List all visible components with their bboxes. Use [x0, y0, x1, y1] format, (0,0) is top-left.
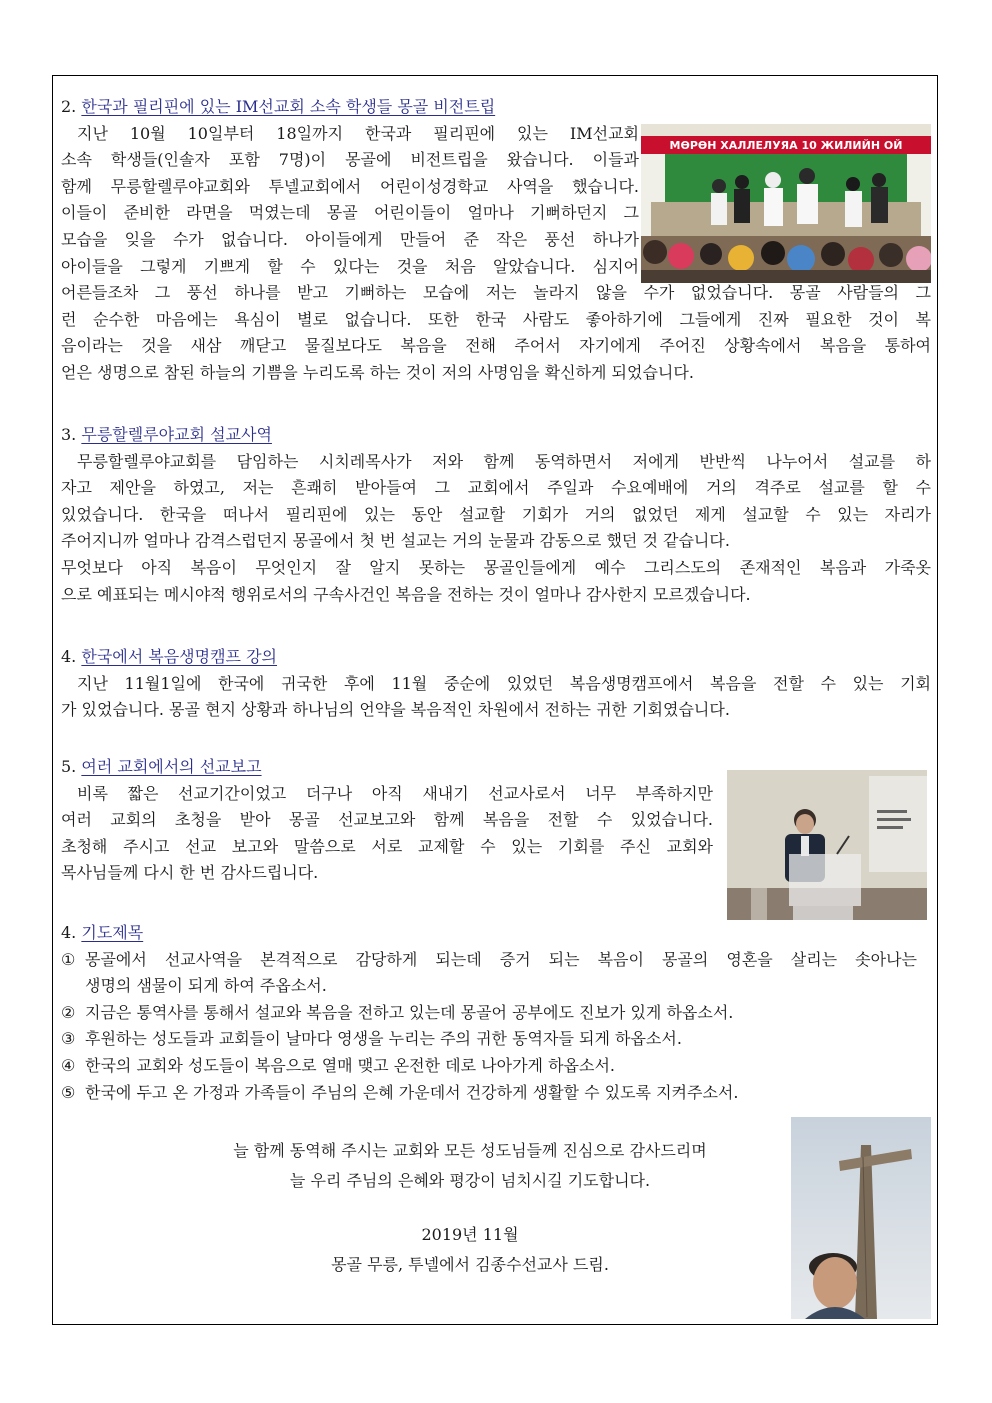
- paragraph-line: 가 있었습니다. 몽골 현지 상황과 하나님의 언약을 복음적인 차원에서 전하는 귀한 기회였습니다.: [61, 700, 730, 720]
- paragraph-line: 얻은 생명으로 참된 하늘의 기쁨을 누리도록 하는 것이 저의 사명임을 확신하게 되었습니다.: [61, 362, 694, 382]
- prayer-item: [61, 1053, 931, 1080]
- paragraph-line: 있었습니다. 한국을 떠나서 필리핀에 있는 동안 설교할 기회가 거의 없었던 제게 설교할 수 있는 자리가: [61, 504, 931, 524]
- prayer-item-number: ③: [61, 1029, 76, 1049]
- prayer-item-text: 한국의 교회와 성도들이 복음으로 열매 맺고 온전한 데로 나아가게 하옵소서.: [85, 1055, 615, 1075]
- section-number: 3.: [61, 425, 77, 444]
- closing-line: 늘 함께 동역해 주시는 교회와 모든 성도님들께 진심으로 감사드리며: [233, 1141, 707, 1160]
- paragraph-line: 런 순수한 마음에는 욕심이 별로 없습니다. 또한 한국 사람도 좋아하기에 그들에게 진짜 필요한 것이 복: [61, 309, 931, 329]
- letter-date: 2019년 11월: [421, 1225, 519, 1244]
- prayer-item-text: 한국에 두고 온 가정과 가족들이 주님의 은혜 가운데서 건강하게 생활할 수 있도록 지켜주소서.: [85, 1082, 739, 1102]
- stage-banner-text: МӨРӨН ХАЛЛЕЛУЯА 10 ЖИЛИЙН ОЙ: [669, 139, 903, 152]
- section-title: 한국에서 복음생명캠프 강의: [81, 647, 278, 666]
- prayer-item-text: 지금은 통역사를 통해서 설교와 복음을 전하고 있는데 몽골어 공부에도 진보가 있게 하옵소서.: [85, 1002, 734, 1022]
- closing-message: [150, 1136, 790, 1196]
- paragraph-line: 음이라는 것을 새삼 깨닫고 물질보다도 복음을 전해 주어서 자기에게 주어진 상황속에서 복음을 통하여: [61, 336, 931, 356]
- paragraph-line: 자고 제안을 하였고, 저는 흔쾌히 받아들여 그 교회에서 주일과 수요예배에 거의 격주로 설교를 할 수: [61, 478, 931, 498]
- section-title: 여러 교회에서의 선교보고: [81, 757, 262, 776]
- section-number: 4.: [61, 647, 77, 666]
- paragraph-line: 지난 10월 10일부터 18일까지 한국과 필리핀에 있는 IM선교회: [77, 123, 639, 143]
- section-gospel-camp: [61, 644, 931, 724]
- paragraph-line: 비록 짧은 선교기간이었고 더구나 아직 새내기 선교사로서 너무 부족하지만: [77, 783, 713, 803]
- prayer-item: [61, 947, 917, 1000]
- section-heading: [61, 422, 931, 449]
- paragraph-line: 아이들을 그렇게 기쁘게 할 수 있다는 것을 처음 알았습니다. 심지어: [61, 256, 639, 276]
- paragraph-line: 지난 11월1일에 한국에 귀국한 후에 11월 중순에 있었던 복음생명캠프에서 복음을 전할 수 있는 기회: [77, 673, 931, 693]
- prayer-item: [61, 1026, 931, 1053]
- closing-line: 늘 우리 주님의 은혜와 평강이 넘치시길 기도합니다.: [289, 1171, 651, 1190]
- prayer-item-number: ①: [61, 949, 76, 969]
- paragraph-line: 무엇보다 아직 복음이 무엇인지 잘 알지 못하는 몽골인들에게 예수 그리스도의 존재적인 복음과 가죽옷: [61, 557, 931, 577]
- prayer-item-text: 후원하는 성도들과 교회들이 날마다 영생을 누리는 주의 귀한 동역자들 되게 하옵소서.: [85, 1029, 682, 1049]
- paragraph-line: 어른들조차 그 풍선 하나를 받고 기뻐하는 모습에 저는 놀라지 않을 수가 없었습니다. 몽골 사람들의 그: [61, 283, 931, 303]
- paragraph-line: 소속 학생들(인솔자 포함 7명)이 몽골에 비전트립을 왔습니다. 이들과: [61, 150, 639, 170]
- paragraph-line: 이들이 준비한 라면을 먹였는데 몽골 어린이들이 얼마나 기뻐하던지 그: [61, 203, 639, 223]
- prayer-topics: [61, 920, 931, 1106]
- cross-photo: [791, 1117, 931, 1319]
- section-heading: [61, 644, 931, 671]
- prayer-item: [61, 1080, 931, 1107]
- paragraph-line: 무릉할렐루야교회를 담임하는 시치레목사가 저와 함께 동역하면서 저에게 반반씩 나누어서 설교를 하: [77, 451, 931, 471]
- paragraph-line: 함께 무릉할렐루야교회와 투넬교회에서 어린이성경학교 사역을 했습니다.: [61, 176, 639, 196]
- prayer-item-text: 몽골에서 선교사역을 본격적으로 감당하게 되는데 증거 되는 복음이 몽골의 영혼을 살리는 솟아나는: [85, 949, 917, 969]
- signature-block: [150, 1220, 790, 1280]
- paragraph-line: 여러 교회의 초청을 받아 몽골 선교보고와 함께 복음을 전할 수 있었습니다.: [61, 810, 713, 830]
- paragraph-line: 모습을 잊을 수가 없습니다. 아이들에게 만들어 준 작은 풍선 하나가: [61, 229, 639, 249]
- section-number: 2.: [61, 97, 77, 116]
- paragraph-line: 초청해 주시고 선교 보고와 말씀으로 서로 교제할 수 있는 기회를 주신 교회와: [61, 836, 713, 856]
- section-heading: [61, 920, 931, 947]
- section-title: 무릉할렐루야교회 설교사역: [81, 425, 272, 444]
- paragraph-line: 목사님들께 다시 한 번 감사드립니다.: [61, 863, 319, 883]
- section-number: 5.: [61, 757, 77, 776]
- section-title: 기도제목: [81, 923, 144, 942]
- letter-signature: 몽골 무릉, 투넬에서 김종수선교사 드림.: [331, 1255, 609, 1274]
- prayer-item-number: ⑤: [61, 1082, 76, 1102]
- mission-report-photo: [727, 770, 927, 920]
- prayer-item-number: ④: [61, 1055, 76, 1075]
- prayer-item-number: ②: [61, 1002, 76, 1022]
- section-heading: [61, 94, 931, 121]
- prayer-item: [61, 1000, 931, 1027]
- vision-trip-photo: [641, 124, 931, 283]
- section-title: 한국과 필리핀에 있는 IM선교회 소속 학생들 몽골 비전트립: [81, 97, 496, 116]
- paragraph-line: 주어지니까 얼마나 감격스럽던지 몽골에서 첫 번 설교는 거의 눈물과 감동으로 했던 것 같습니다.: [61, 531, 730, 551]
- prayer-item-text: 생명의 샘물이 되게 하여 주옵소서.: [85, 976, 327, 996]
- paragraph-line: 으로 예표되는 메시야적 행위로서의 구속사건인 복음을 전하는 것이 얼마나 감사한지 모르겠습니다.: [61, 584, 751, 604]
- section-number: 4.: [61, 923, 77, 942]
- section-preaching: [61, 422, 931, 608]
